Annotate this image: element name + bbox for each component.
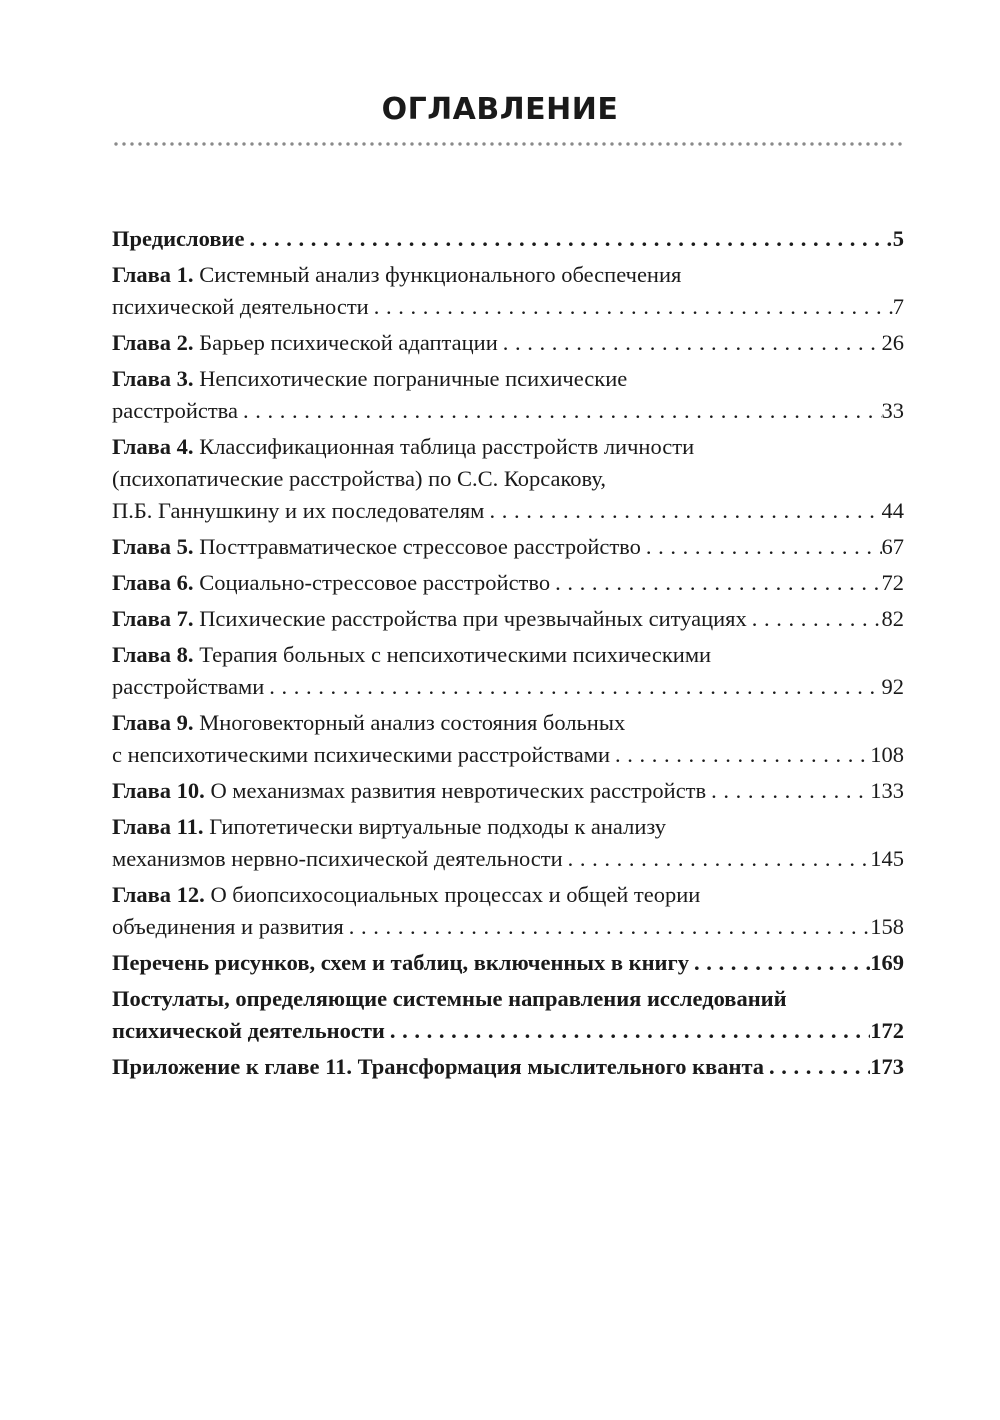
- table-of-contents: [112, 223, 904, 1087]
- chapter-label: Глава 4.: [112, 434, 194, 459]
- entry-title-text: с непсихотическими психическими расстройствами: [112, 742, 611, 767]
- toc-entry[interactable]: [112, 775, 904, 807]
- entry-title-text: Психические расстройства при чрезвычайных ситуациях: [199, 606, 747, 631]
- page-number: 7: [892, 294, 904, 319]
- dot-leader: [369, 291, 893, 323]
- page-number: 26: [881, 330, 904, 355]
- entry-title-text: Терапия больных с непсихотическими психическими: [199, 642, 712, 667]
- entry-title-text: Посттравматическое стрессовое расстройство: [199, 534, 641, 559]
- dot-leader: [264, 671, 881, 703]
- toc-entry-line: [112, 947, 904, 979]
- toc-entry-line: [112, 1051, 904, 1083]
- entry-title-text: психической деятельности: [112, 1018, 385, 1043]
- page-number: 145: [870, 846, 904, 871]
- toc-entry[interactable]: [112, 983, 904, 1047]
- toc-entry-line: [112, 327, 904, 359]
- entry-title-text: объединения и развития: [112, 914, 344, 939]
- entry-title-text: расстройствами: [112, 674, 265, 699]
- dot-leader: [344, 911, 871, 943]
- page-number: 44: [881, 498, 904, 523]
- chapter-label: Глава 11.: [112, 814, 204, 839]
- entry-title-text: психической деятельности: [112, 294, 369, 319]
- toc-entry[interactable]: [112, 259, 904, 323]
- toc-entry-line: [112, 531, 904, 563]
- entry-title-text: О биопсихосоциальных процессах и общей теории: [210, 882, 701, 907]
- toc-entry-line: [112, 879, 904, 911]
- toc-entry-line: [112, 567, 904, 599]
- entry-title-text: П.Б. Ганнушкину и их последователям: [112, 498, 485, 523]
- toc-entry[interactable]: [112, 639, 904, 703]
- entry-title-text: Барьер психической адаптации: [199, 330, 498, 355]
- toc-entry-line: [112, 395, 904, 427]
- dot-leader: [498, 327, 882, 359]
- page-number: 108: [870, 742, 904, 767]
- dot-leader: [484, 495, 881, 527]
- page-number: 92: [881, 674, 904, 699]
- page-number: 158: [870, 914, 904, 939]
- page-number: 82: [881, 606, 904, 631]
- entry-title-text: Приложение к главе 11. Трансформация мыслительного кванта: [112, 1054, 765, 1079]
- page-number: 133: [870, 778, 904, 803]
- page-number: 172: [870, 1018, 904, 1043]
- toc-entry-line: [112, 983, 904, 1015]
- dot-leader: [764, 1051, 870, 1083]
- dot-leader: [641, 531, 882, 563]
- toc-entry[interactable]: [112, 327, 904, 359]
- toc-entry-line: [112, 707, 904, 739]
- chapter-label: Глава 8.: [112, 642, 194, 667]
- page-number: 33: [881, 398, 904, 423]
- page-number: 173: [870, 1054, 904, 1079]
- toc-entry-line: [112, 363, 904, 395]
- entry-title-text: Постулаты, определяющие системные направления исследований: [112, 986, 787, 1011]
- toc-entry[interactable]: [112, 811, 904, 875]
- toc-entry-line: [112, 671, 904, 703]
- dot-leader: [747, 603, 882, 635]
- toc-entry[interactable]: [112, 531, 904, 563]
- entry-title-text: Многовекторный анализ состояния больных: [199, 710, 626, 735]
- chapter-label: Глава 10.: [112, 778, 205, 803]
- dot-leader: [244, 223, 892, 255]
- entry-title-text: Социально-стрессовое расстройство: [199, 570, 551, 595]
- page-number: 67: [881, 534, 904, 559]
- toc-entry[interactable]: [112, 363, 904, 427]
- toc-entry-line: [112, 259, 904, 291]
- dot-leader: [550, 567, 881, 599]
- entry-title-text: Непсихотические пограничные психические: [199, 366, 628, 391]
- toc-entry[interactable]: [112, 1051, 904, 1083]
- toc-entry-line: [112, 495, 904, 527]
- dot-leader: [706, 775, 870, 807]
- entry-title-text: механизмов нервно-психической деятельности: [112, 846, 563, 871]
- entry-title-text: Предисловие: [112, 226, 245, 251]
- toc-entry-line: [112, 639, 904, 671]
- entry-title-text: (психопатические расстройства) по С.С. Корсакову,: [112, 466, 607, 491]
- chapter-label: Глава 7.: [112, 606, 194, 631]
- page-number: 72: [881, 570, 904, 595]
- entry-title-text: Перечень рисунков, схем и таблиц, включенных в книгу: [112, 950, 689, 975]
- toc-entry-line: [112, 739, 904, 771]
- toc-entry-line: [112, 463, 904, 495]
- chapter-label: Глава 12.: [112, 882, 205, 907]
- toc-entry-line: [112, 811, 904, 843]
- dot-leader: [563, 843, 871, 875]
- toc-entry-line: [112, 775, 904, 807]
- entry-title-text: Классификационная таблица расстройств личности: [199, 434, 695, 459]
- toc-entry[interactable]: [112, 879, 904, 943]
- toc-entry-line: [112, 843, 904, 875]
- chapter-label: Глава 2.: [112, 330, 194, 355]
- toc-entry-line: [112, 603, 904, 635]
- dot-leader: [689, 947, 870, 979]
- entry-title-text: О механизмах развития невротических расстройств: [210, 778, 707, 803]
- toc-entry[interactable]: [112, 223, 904, 255]
- page-number: 169: [870, 950, 904, 975]
- dot-leader: [238, 395, 882, 427]
- chapter-label: Глава 3.: [112, 366, 194, 391]
- toc-entry-line: [112, 291, 904, 323]
- dotted-divider: [112, 141, 904, 147]
- chapter-label: Глава 9.: [112, 710, 194, 735]
- toc-entry-line: [112, 911, 904, 943]
- toc-entry[interactable]: [112, 431, 904, 527]
- toc-entry-line: [112, 431, 904, 463]
- dot-leader: [610, 739, 870, 771]
- entry-title-text: Системный анализ функционального обеспечения: [199, 262, 682, 287]
- toc-entry[interactable]: [112, 567, 904, 599]
- chapter-label: Глава 6.: [112, 570, 194, 595]
- dot-leader: [385, 1015, 870, 1047]
- toc-entry-line: [112, 1015, 904, 1047]
- chapter-label: Глава 5.: [112, 534, 194, 559]
- toc-entry[interactable]: [112, 603, 904, 635]
- page-title: ОГЛАВЛЕНИЕ: [381, 92, 619, 127]
- page-number: 5: [892, 226, 904, 251]
- entry-title-text: Гипотетически виртуальные подходы к анализу: [209, 814, 667, 839]
- toc-entry[interactable]: [112, 707, 904, 771]
- entry-title-text: расстройства: [112, 398, 238, 423]
- toc-entry-line: [112, 223, 904, 255]
- chapter-label: Глава 1.: [112, 262, 194, 287]
- toc-entry[interactable]: [112, 947, 904, 979]
